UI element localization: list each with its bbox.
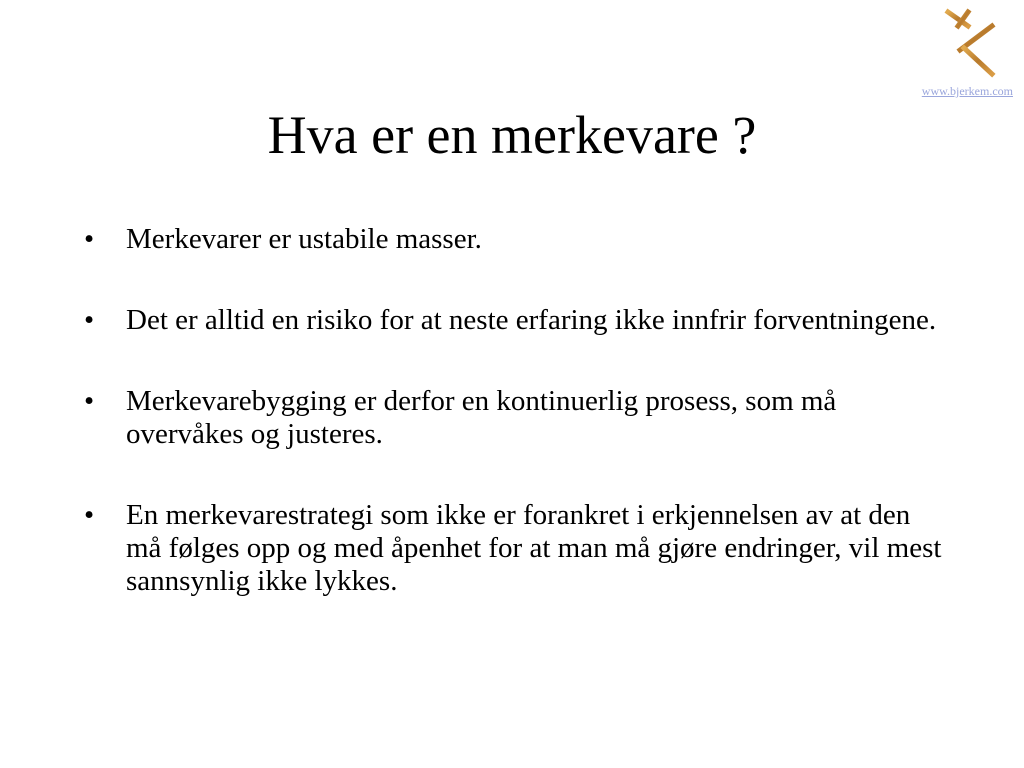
bullet-list <box>84 223 944 646</box>
bullet-marker: • <box>84 304 95 336</box>
bullet-text: Merkevarer er ustabile masser. <box>126 223 482 255</box>
bullet-marker: • <box>84 499 95 531</box>
bullet-text: En merkevarestrategi som ikke er forankret i erkjennelsen av at den må følges opp og med åpenhet for at man må gjøre endringer, vil mest sannsynlig ikke lykkes. <box>126 499 942 597</box>
bjerkem-rune-logo-icon <box>934 6 998 78</box>
bullet-text: Merkevarebygging er derfor en kontinuerlig prosess, som må overvåkes og justeres. <box>126 385 837 450</box>
bullet-item <box>84 385 944 451</box>
bullet-item <box>84 499 944 598</box>
bullet-item <box>84 304 944 337</box>
website-link[interactable]: www.bjerkem.com <box>921 84 1013 98</box>
slide-title: Hva er en merkevare ? <box>267 105 757 165</box>
bullet-text: Det er alltid en risiko for at neste erfaring ikke innfrir forventningene. <box>126 304 937 336</box>
bullet-marker: • <box>84 385 95 417</box>
bullet-item <box>84 223 944 256</box>
bullet-marker: • <box>84 223 95 255</box>
